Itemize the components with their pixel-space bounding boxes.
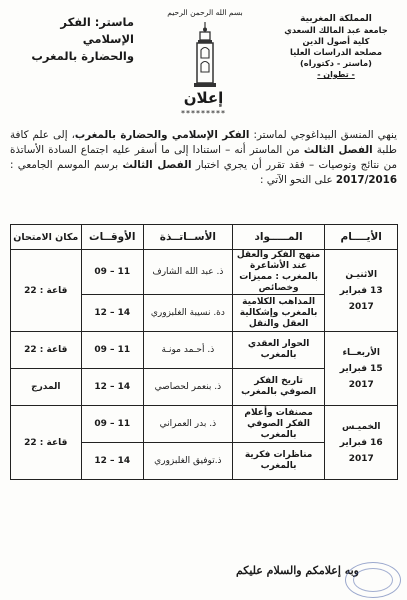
day-date: 15 فبراير 2017 [339,363,383,390]
subject-cell: المذاهب الكلامية بالمغرب وإشكالية العقل والنقل [232,295,325,332]
room-cell: قاعة : 22 [11,250,82,332]
master-line-2: والحضارة بالمغرب [31,49,134,63]
time-cell: 12 – 14 [81,295,143,332]
day-name: الاثنيـن [345,269,378,280]
master-name: الفكر الإسلامي والحضارة بالمغرب [74,129,250,141]
room-cell: قاعة : 22 [11,332,82,369]
basmala: بسم الله الرحمن الرحيم [167,8,243,17]
intro-text: من الماستر أنه – استنادا إلى ما أسفر عليه اجتماع السادة الأساتذة من نتائج وتوصيات – فقد تقرر أن يجري اختبار [10,144,397,171]
header-line: مصلحة الدراسات العليا [289,47,382,57]
header-line: - تطوان - [317,70,355,79]
minaret-logo-icon [190,20,220,88]
day-name: الأربعــاء [342,347,380,358]
intro-paragraph [10,128,397,188]
header-subjects: المـــــواد [232,225,325,250]
time-cell: 12 – 14 [81,443,143,480]
header-line: جامعة عبد المالك السعدي [284,25,388,35]
time-cell: 09 – 11 [81,332,143,369]
intro-text: برسم الموسم الجامعي : [10,159,119,171]
intro-text: ، إلى علم كافة طلبة [10,129,397,156]
professor-cell: ذ. أحـمد مونـة [144,332,233,369]
subject-cell: الحوار العقدي بالمغرب [232,332,325,369]
exam-schedule-table [10,224,398,480]
table-row [11,406,398,443]
professor-cell: ذ. بنعمر لحصاصي [144,369,233,406]
day-date: 13 فبراير 2017 [339,285,383,312]
header-times: الأوقــات [81,225,143,250]
header-line: (ماستر - دكتوراه) [300,58,372,68]
semester-name: الفصل الثالث [122,159,192,171]
header-line: كلية أصول الدين [302,36,370,46]
title-decoration: ********* [181,109,226,118]
subject-cell: تاريخ الفكر الصوفي بالمغرب [232,369,325,406]
day-cell [325,406,398,480]
time-cell: 12 – 14 [81,369,143,406]
professor-cell: ذ. بدر العمراني [144,406,233,443]
table-header-row [11,225,398,250]
header-room: مكان الامتحان [11,225,82,250]
table-row [11,250,398,295]
header-line: المملكة المغربية [300,14,372,24]
master-header [8,14,134,65]
master-line-1: ماستر: الفكر الإسلامي [60,15,134,46]
room-cell: قاعة : 22 [11,406,82,480]
closing-text: وبه إعلامكم والسلام عليكم [235,564,359,577]
professor-cell: ذ.توفيق الغلبزوري [144,443,233,480]
subject-cell: مصنفات وأعلام الفكر الصوفي بالمغرب [232,406,325,443]
intro-text: على النحو الآتي : [259,174,333,186]
header-center [150,8,260,92]
page-title: إعلان [183,89,224,107]
professor-cell: دة. نسيبة الغلبزوري [144,295,233,332]
header-days: الأيــــام [325,225,398,250]
room-cell: المدرج [11,369,82,406]
intro-text: ينهي المنسق البيداغوجي لماستر: [253,129,397,141]
time-cell: 09 – 11 [81,406,143,443]
institution-header [275,14,397,80]
day-cell [325,250,398,332]
subject-cell: منهج الفكر والعقل عند الأشاعرة بالمغرب : مميزات وخصائص [232,250,325,295]
academic-year: 2017/2016 [335,174,397,186]
semester-name: الفصل الثالث [303,144,373,156]
day-name: الخميـس [341,421,381,432]
table-row [11,332,398,369]
day-date: 16 فبراير 2017 [339,437,383,464]
day-cell [325,332,398,406]
time-cell: 09 – 11 [81,250,143,295]
subject-cell: مناظرات فكرية بالمغرب [232,443,325,480]
official-stamp-inner-icon [353,568,393,592]
header-profs: الأســاتــذة [144,225,233,250]
professor-cell: ذ. عبد الله الشارف [144,250,233,295]
